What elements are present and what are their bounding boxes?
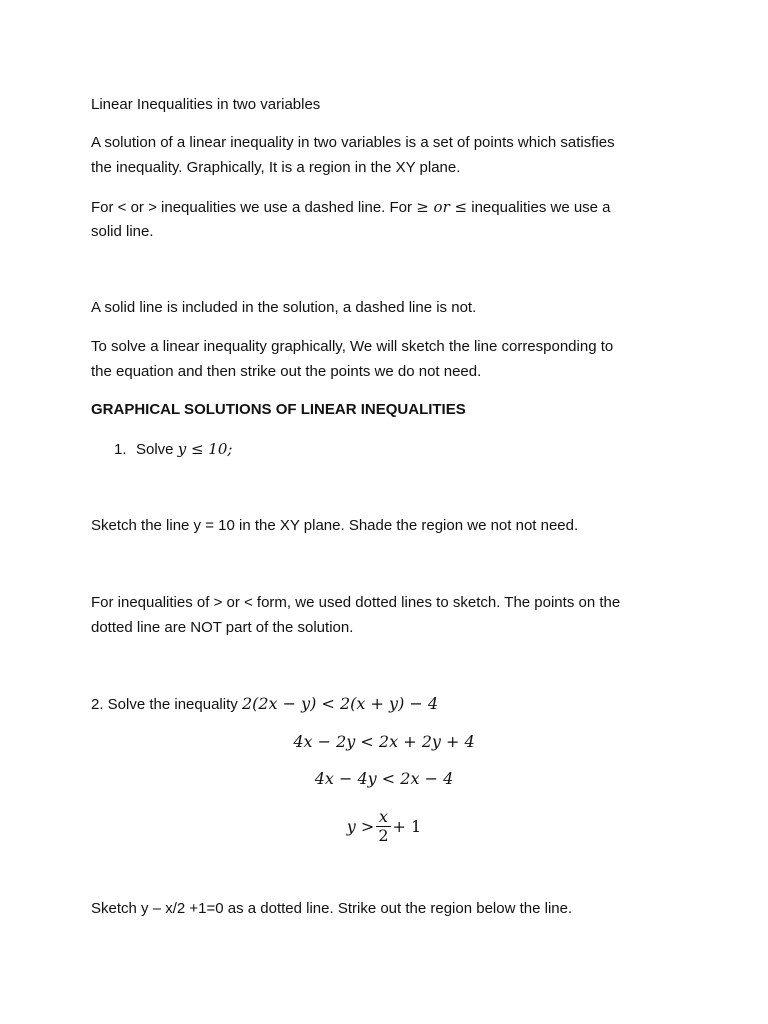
equation-step-3-rhs: + 1: [392, 816, 422, 836]
paragraph-sketch-dotted: Sketch y – x/2 +1=0 as a dotted line. Strike out the region below the line.: [91, 900, 573, 917]
geq-symbol: ≥: [416, 198, 429, 216]
paragraph-method-line1: To solve a linear inequality graphically, We will sketch the line corresponding to: [91, 338, 614, 355]
line-types-prefix: For < or > inequalities we use a dashed line. For: [91, 199, 417, 216]
list-item-2-math: 2(2x − y) < 2(x + y) − 4: [241, 694, 439, 713]
equation-step-1: 4x − 2y < 2x + 2y + 4: [293, 732, 475, 751]
list-item-1-number: 1.: [114, 441, 127, 458]
list-item-2: [91, 695, 691, 714]
fraction-numerator: x: [378, 806, 388, 826]
list-item-1-math: y ≤ 10;: [177, 440, 233, 458]
paragraph-line-types-line1: [91, 198, 691, 217]
leq-symbol: ≤: [454, 198, 468, 216]
paragraph-solid-line-note: A solid line is included in the solution, a dashed line is not.: [91, 299, 477, 316]
paragraph-solution-definition-line1: A solution of a linear inequality in two variables is a set of points which satisfies: [91, 134, 615, 151]
list-item-1-label: Solve: [136, 441, 178, 458]
section-heading: GRAPHICAL SOLUTIONS OF LINEAR INEQUALITIES: [91, 401, 466, 418]
paragraph-dotted-lines-line1: For inequalities of > or < form, we used dotted lines to sketch. The points on the: [91, 594, 621, 611]
paragraph-line-types-line2: solid line.: [91, 223, 154, 240]
equation-step-3-lhs: y >: [346, 816, 375, 836]
paragraph-dotted-lines-line2: dotted line are NOT part of the solution.: [91, 619, 354, 636]
paragraph-sketch-y10: Sketch the line y = 10 in the XY plane. Shade the region we not not need.: [91, 517, 579, 534]
equation-step-3-fraction: [376, 808, 390, 845]
fraction-denominator: 2: [378, 825, 389, 845]
list-item-2-label: 2. Solve the inequality: [91, 696, 242, 713]
line-types-suffix: inequalities we use a: [467, 199, 611, 216]
or-word: or: [428, 198, 455, 216]
paragraph-solution-definition-line2: the inequality. Graphically, It is a region in the XY plane.: [91, 159, 461, 176]
document-title: Linear Inequalities in two variables: [91, 96, 321, 113]
paragraph-method-line2: the equation and then strike out the points we do not need.: [91, 363, 482, 380]
list-item-1: [114, 440, 714, 459]
equation-step-3: [0, 804, 768, 848]
equation-step-2: 4x − 4y < 2x − 4: [314, 769, 454, 788]
